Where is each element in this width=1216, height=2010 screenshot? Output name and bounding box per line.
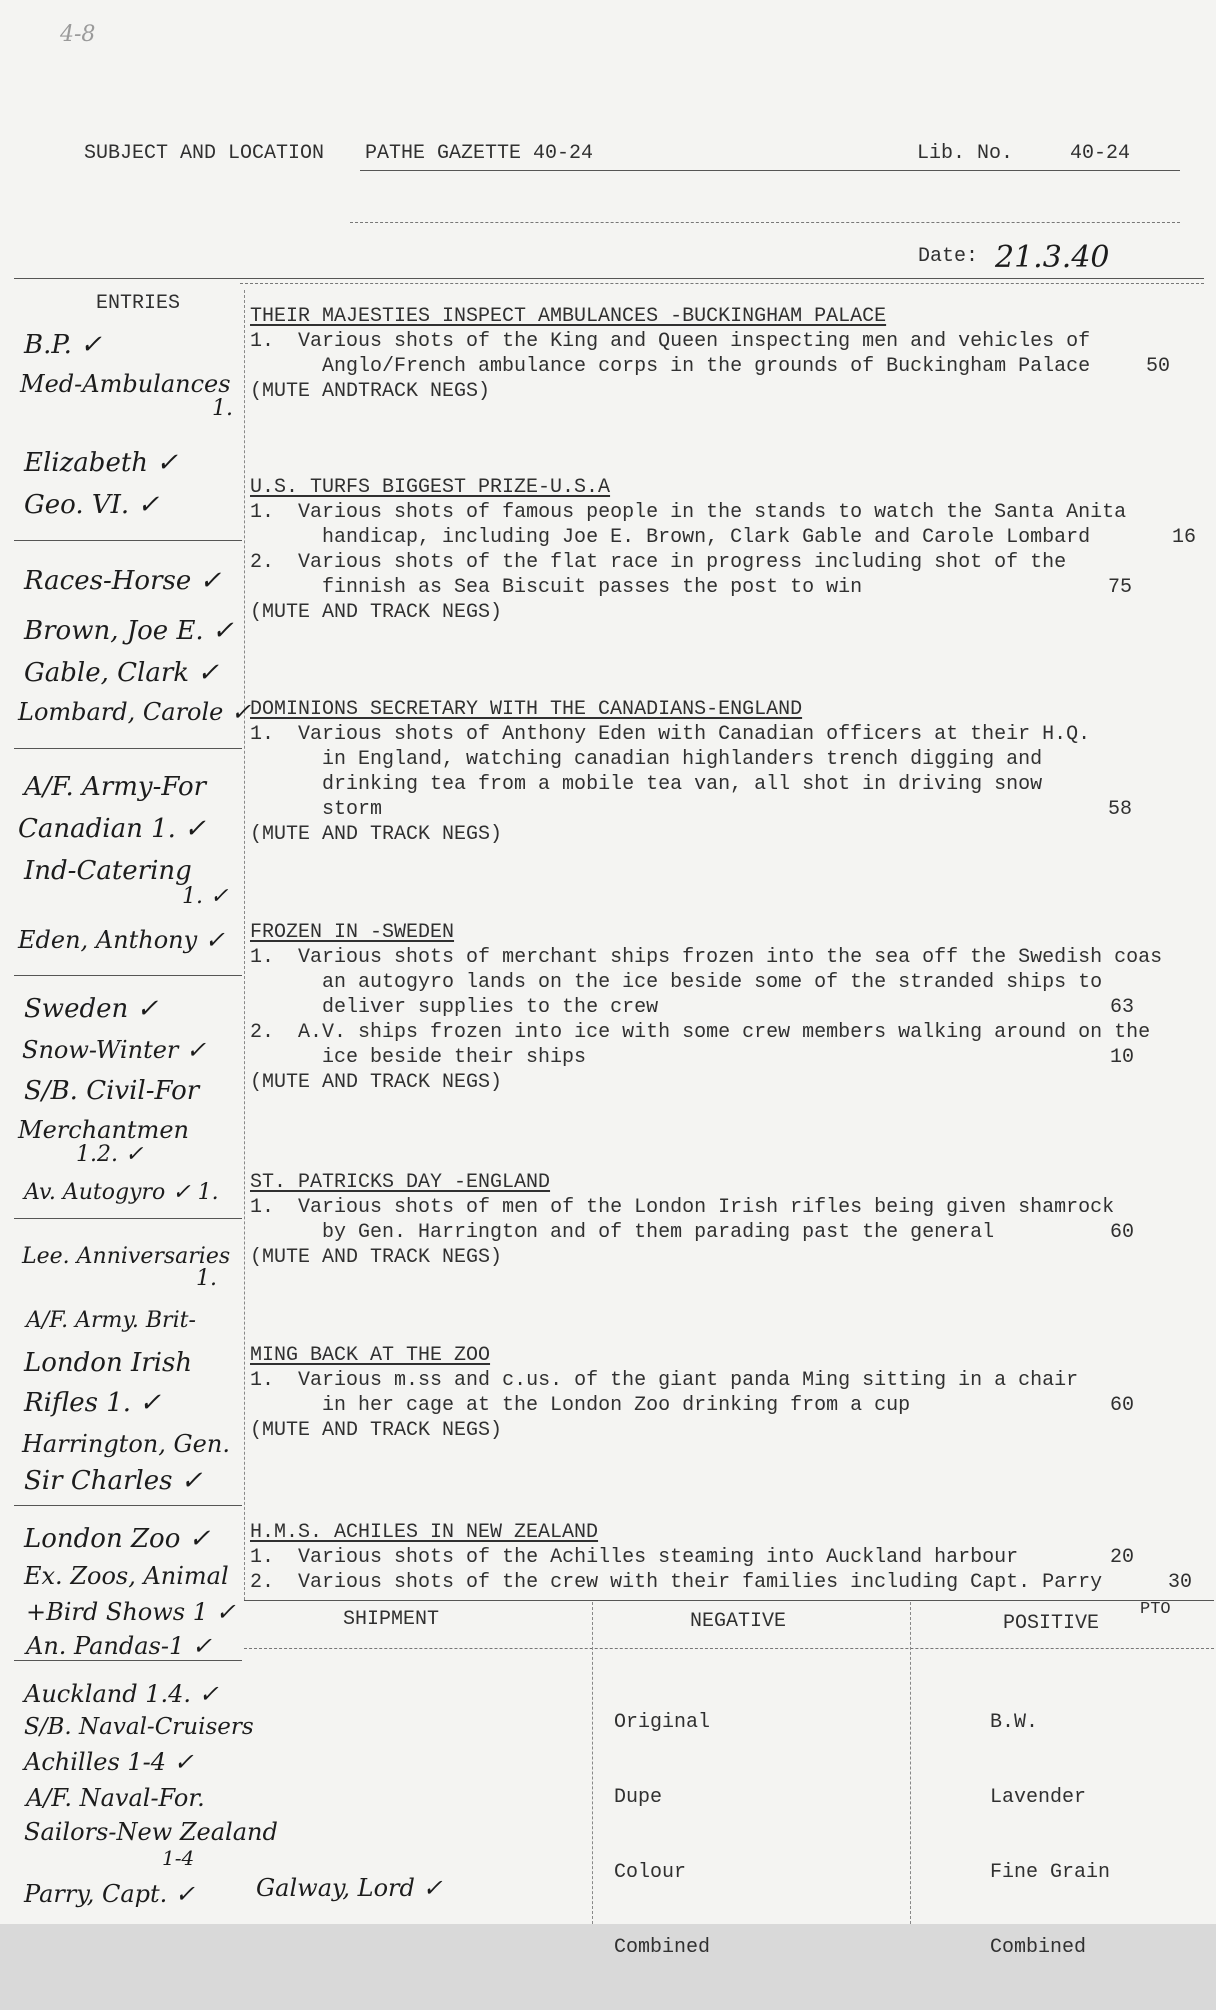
subject-label: SUBJECT AND LOCATION: [84, 142, 325, 165]
entry: Galway, Lord ✓: [256, 1874, 443, 1902]
entry: 1.2. ✓: [76, 1142, 144, 1167]
item-number: 2.: [250, 551, 275, 574]
entry: A/F. Army-For: [24, 772, 207, 802]
entry: Ind-Catering: [24, 856, 192, 886]
entry: Races-Horse ✓: [24, 566, 222, 596]
item-text: Various shots of the Achilles steaming into Auckland harbour: [298, 1546, 1019, 1569]
item-text: in England, watching canadian highlanders trench digging and: [298, 748, 1043, 771]
entry: Med-Ambulances: [20, 370, 231, 398]
item-text: by Gen. Harrington and of them parading past the general: [298, 1221, 995, 1244]
item-text: deliver supplies to the crew: [298, 996, 659, 1019]
footage: 10: [1110, 1046, 1135, 1069]
entries-separator: [14, 1660, 242, 1661]
entry: 1.: [196, 1266, 217, 1291]
item-number: 1.: [250, 1546, 275, 1569]
entry: Canadian 1. ✓: [18, 814, 206, 844]
item-text: handicap, including Joe E. Brown, Clark Gable and Carole Lombard: [298, 526, 1091, 549]
story-block: [250, 304, 1190, 404]
story-title: THEIR MAJESTIES INSPECT AMBULANCES -BUCKINGHAM PALACE: [250, 305, 887, 328]
positive-option: Combined: [990, 1936, 1087, 1959]
story-block: [250, 920, 1190, 1095]
entries-label: ENTRIES: [96, 292, 181, 315]
item-text: in her cage at the London Zoo drinking from a cup: [298, 1394, 911, 1417]
entry: Eden, Anthony ✓: [18, 926, 225, 954]
item-text: ice beside their ships: [298, 1046, 587, 1069]
item-text: Various shots of the crew with their families including Capt. Parry: [298, 1571, 1103, 1594]
footer-header-rule: [244, 1648, 1214, 1649]
negative-label: NEGATIVE: [690, 1610, 787, 1633]
story-block: [250, 475, 1197, 625]
positive-option: B.W.: [990, 1711, 1039, 1734]
header-bottom-rule: [14, 278, 1204, 279]
story-block: [250, 1520, 1193, 1595]
date-value: 21.3.40: [995, 240, 1110, 275]
entries-separator: [14, 540, 242, 541]
item-text: an autogyro lands on the ice beside some of the stranded ships to: [298, 971, 1103, 994]
item-number: 1.: [250, 1196, 275, 1219]
entry: Av. Autogyro ✓ 1.: [24, 1180, 219, 1205]
lib-label: Lib. No.: [917, 142, 1014, 165]
footage: 63: [1110, 996, 1135, 1019]
entry: 1.: [212, 396, 233, 421]
footage: 30: [1168, 1571, 1193, 1594]
footage: 75: [1108, 576, 1133, 599]
story-block: [250, 1170, 1190, 1270]
story-title: MING BACK AT THE ZOO: [250, 1344, 491, 1367]
entries-separator: [14, 1505, 242, 1506]
positive-label: POSITIVE: [1003, 1612, 1100, 1635]
entry: Achilles 1-4 ✓: [24, 1748, 194, 1776]
item-text: A.V. ships frozen into ice with some crew members walking around on the: [298, 1021, 1151, 1044]
entry: An. Pandas-1 ✓: [26, 1632, 212, 1660]
negative-option: Dupe: [614, 1786, 663, 1809]
footage: 20: [1110, 1546, 1135, 1569]
entry: Elizabeth ✓: [24, 448, 179, 478]
entry: Lombard, Carole ✓: [18, 698, 252, 726]
story-title: H.M.S. ACHILES IN NEW ZEALAND: [250, 1521, 599, 1544]
item-text: Anglo/French ambulance corps in the grounds of Buckingham Palace: [298, 355, 1091, 378]
item-text: Various shots of the flat race in progress including shot of the: [298, 551, 1067, 574]
shipment-label: SHIPMENT: [343, 1608, 440, 1631]
entry: 1-4: [162, 1846, 195, 1870]
item-text: storm: [298, 798, 383, 821]
negs-note: (MUTE ANDTRACK NEGS): [250, 380, 491, 403]
entries-separator: [14, 1218, 242, 1219]
item-text: Various m.ss and c.us. of the giant panda Ming sitting in a chair: [298, 1369, 1079, 1392]
pto-note: PTO: [1140, 1600, 1171, 1619]
entry: Lee. Anniversaries: [22, 1244, 231, 1269]
story-title: DOMINIONS SECRETARY WITH THE CANADIANS-ENGLAND: [250, 698, 803, 721]
entry: S/B. Civil-For: [24, 1076, 200, 1106]
column-divider: [244, 290, 245, 1600]
entry: London Irish: [24, 1348, 193, 1378]
negs-note: (MUTE AND TRACK NEGS): [250, 1419, 503, 1442]
entry: S/B. Naval-Cruisers: [24, 1714, 254, 1740]
item-number: 1.: [250, 330, 275, 353]
item-number: 1.: [250, 723, 275, 746]
entry: Auckland 1.4. ✓: [24, 1680, 219, 1708]
entry: B.P. ✓: [24, 330, 102, 360]
entry: Merchantmen: [18, 1116, 189, 1144]
entry: Gable, Clark ✓: [24, 658, 220, 688]
footer-divider: [910, 1602, 911, 1924]
item-text: Various shots of the King and Queen inspecting men and vehicles of: [298, 330, 1091, 353]
header-bottom-dashed: [240, 283, 1204, 284]
entry: 1. ✓: [182, 884, 229, 909]
item-number: 2.: [250, 1571, 275, 1594]
footage: 60: [1110, 1221, 1135, 1244]
item-text: Various shots of Anthony Eden with Canadian officers at their H.Q.: [298, 723, 1091, 746]
negs-note: (MUTE AND TRACK NEGS): [250, 823, 503, 846]
lib-value: 40-24: [1070, 142, 1131, 165]
entry: Parry, Capt. ✓: [24, 1880, 195, 1908]
footer-top-rule: [244, 1600, 1214, 1601]
story-block: [250, 1343, 1190, 1443]
entry: +Bird Shows 1 ✓: [26, 1598, 236, 1626]
footage: 60: [1110, 1394, 1135, 1417]
story-title: U.S. TURFS BIGGEST PRIZE-U.S.A: [250, 476, 611, 499]
entry: Brown, Joe E. ✓: [24, 616, 234, 646]
footage: 58: [1108, 798, 1133, 821]
positive-option: Lavender: [990, 1786, 1087, 1809]
negs-note: (MUTE AND TRACK NEGS): [250, 601, 503, 624]
story-block: [250, 697, 1190, 847]
entry: Ex. Zoos, Animal: [24, 1562, 229, 1590]
item-number: 1.: [250, 946, 275, 969]
entries-separator: [14, 748, 242, 749]
entry: Sweden ✓: [24, 994, 159, 1024]
subject-value: PATHE GAZETTE 40-24: [365, 142, 594, 165]
negs-note: (MUTE AND TRACK NEGS): [250, 1071, 503, 1094]
story-title: FROZEN IN -SWEDEN: [250, 921, 455, 944]
positive-option: Fine Grain: [990, 1861, 1111, 1884]
item-number: 2.: [250, 1021, 275, 1044]
header-dashed-rule: [350, 222, 1180, 223]
item-text: Various shots of men of the London Irish rifles being given shamrock: [298, 1196, 1115, 1219]
positive-options: [990, 1660, 1110, 2010]
item-text: Various shots of merchant ships frozen into the sea off the Swedish coas: [298, 946, 1163, 969]
entry: Rifles 1. ✓: [24, 1388, 162, 1418]
item-text: drinking tea from a mobile tea van, all shot in driving snow: [298, 773, 1043, 796]
negative-option: Colour: [614, 1861, 687, 1884]
entry: A/F. Naval-For.: [26, 1784, 205, 1812]
entry: A/F. Army. Brit-: [26, 1308, 196, 1333]
item-text: finnish as Sea Biscuit passes the post to win: [298, 576, 863, 599]
entry: Sailors-New Zealand: [24, 1818, 278, 1846]
negative-options: [614, 1660, 710, 2010]
story-title: ST. PATRICKS DAY -ENGLAND: [250, 1171, 551, 1194]
entry: London Zoo ✓: [24, 1524, 211, 1554]
item-number: 1.: [250, 501, 275, 524]
entry: Geo. VI. ✓: [24, 490, 160, 520]
item-number: 1.: [250, 1369, 275, 1392]
footage: 50: [1146, 355, 1171, 378]
negative-option: Combined: [614, 1936, 711, 1959]
negs-note: (MUTE AND TRACK NEGS): [250, 1246, 503, 1269]
footer-divider: [592, 1602, 593, 1924]
item-text: Various shots of famous people in the stands to watch the Santa Anita: [298, 501, 1127, 524]
entries-separator: [14, 975, 242, 976]
subject-rule: [360, 170, 1180, 171]
entry: Harrington, Gen.: [22, 1430, 230, 1458]
entry: Sir Charles ✓: [24, 1466, 203, 1496]
date-label: Date:: [918, 245, 979, 268]
entry: Snow-Winter ✓: [22, 1036, 207, 1064]
corner-pencil-mark: 4-8: [60, 22, 96, 47]
negative-option: Original: [614, 1711, 711, 1734]
footage: 16: [1172, 526, 1197, 549]
